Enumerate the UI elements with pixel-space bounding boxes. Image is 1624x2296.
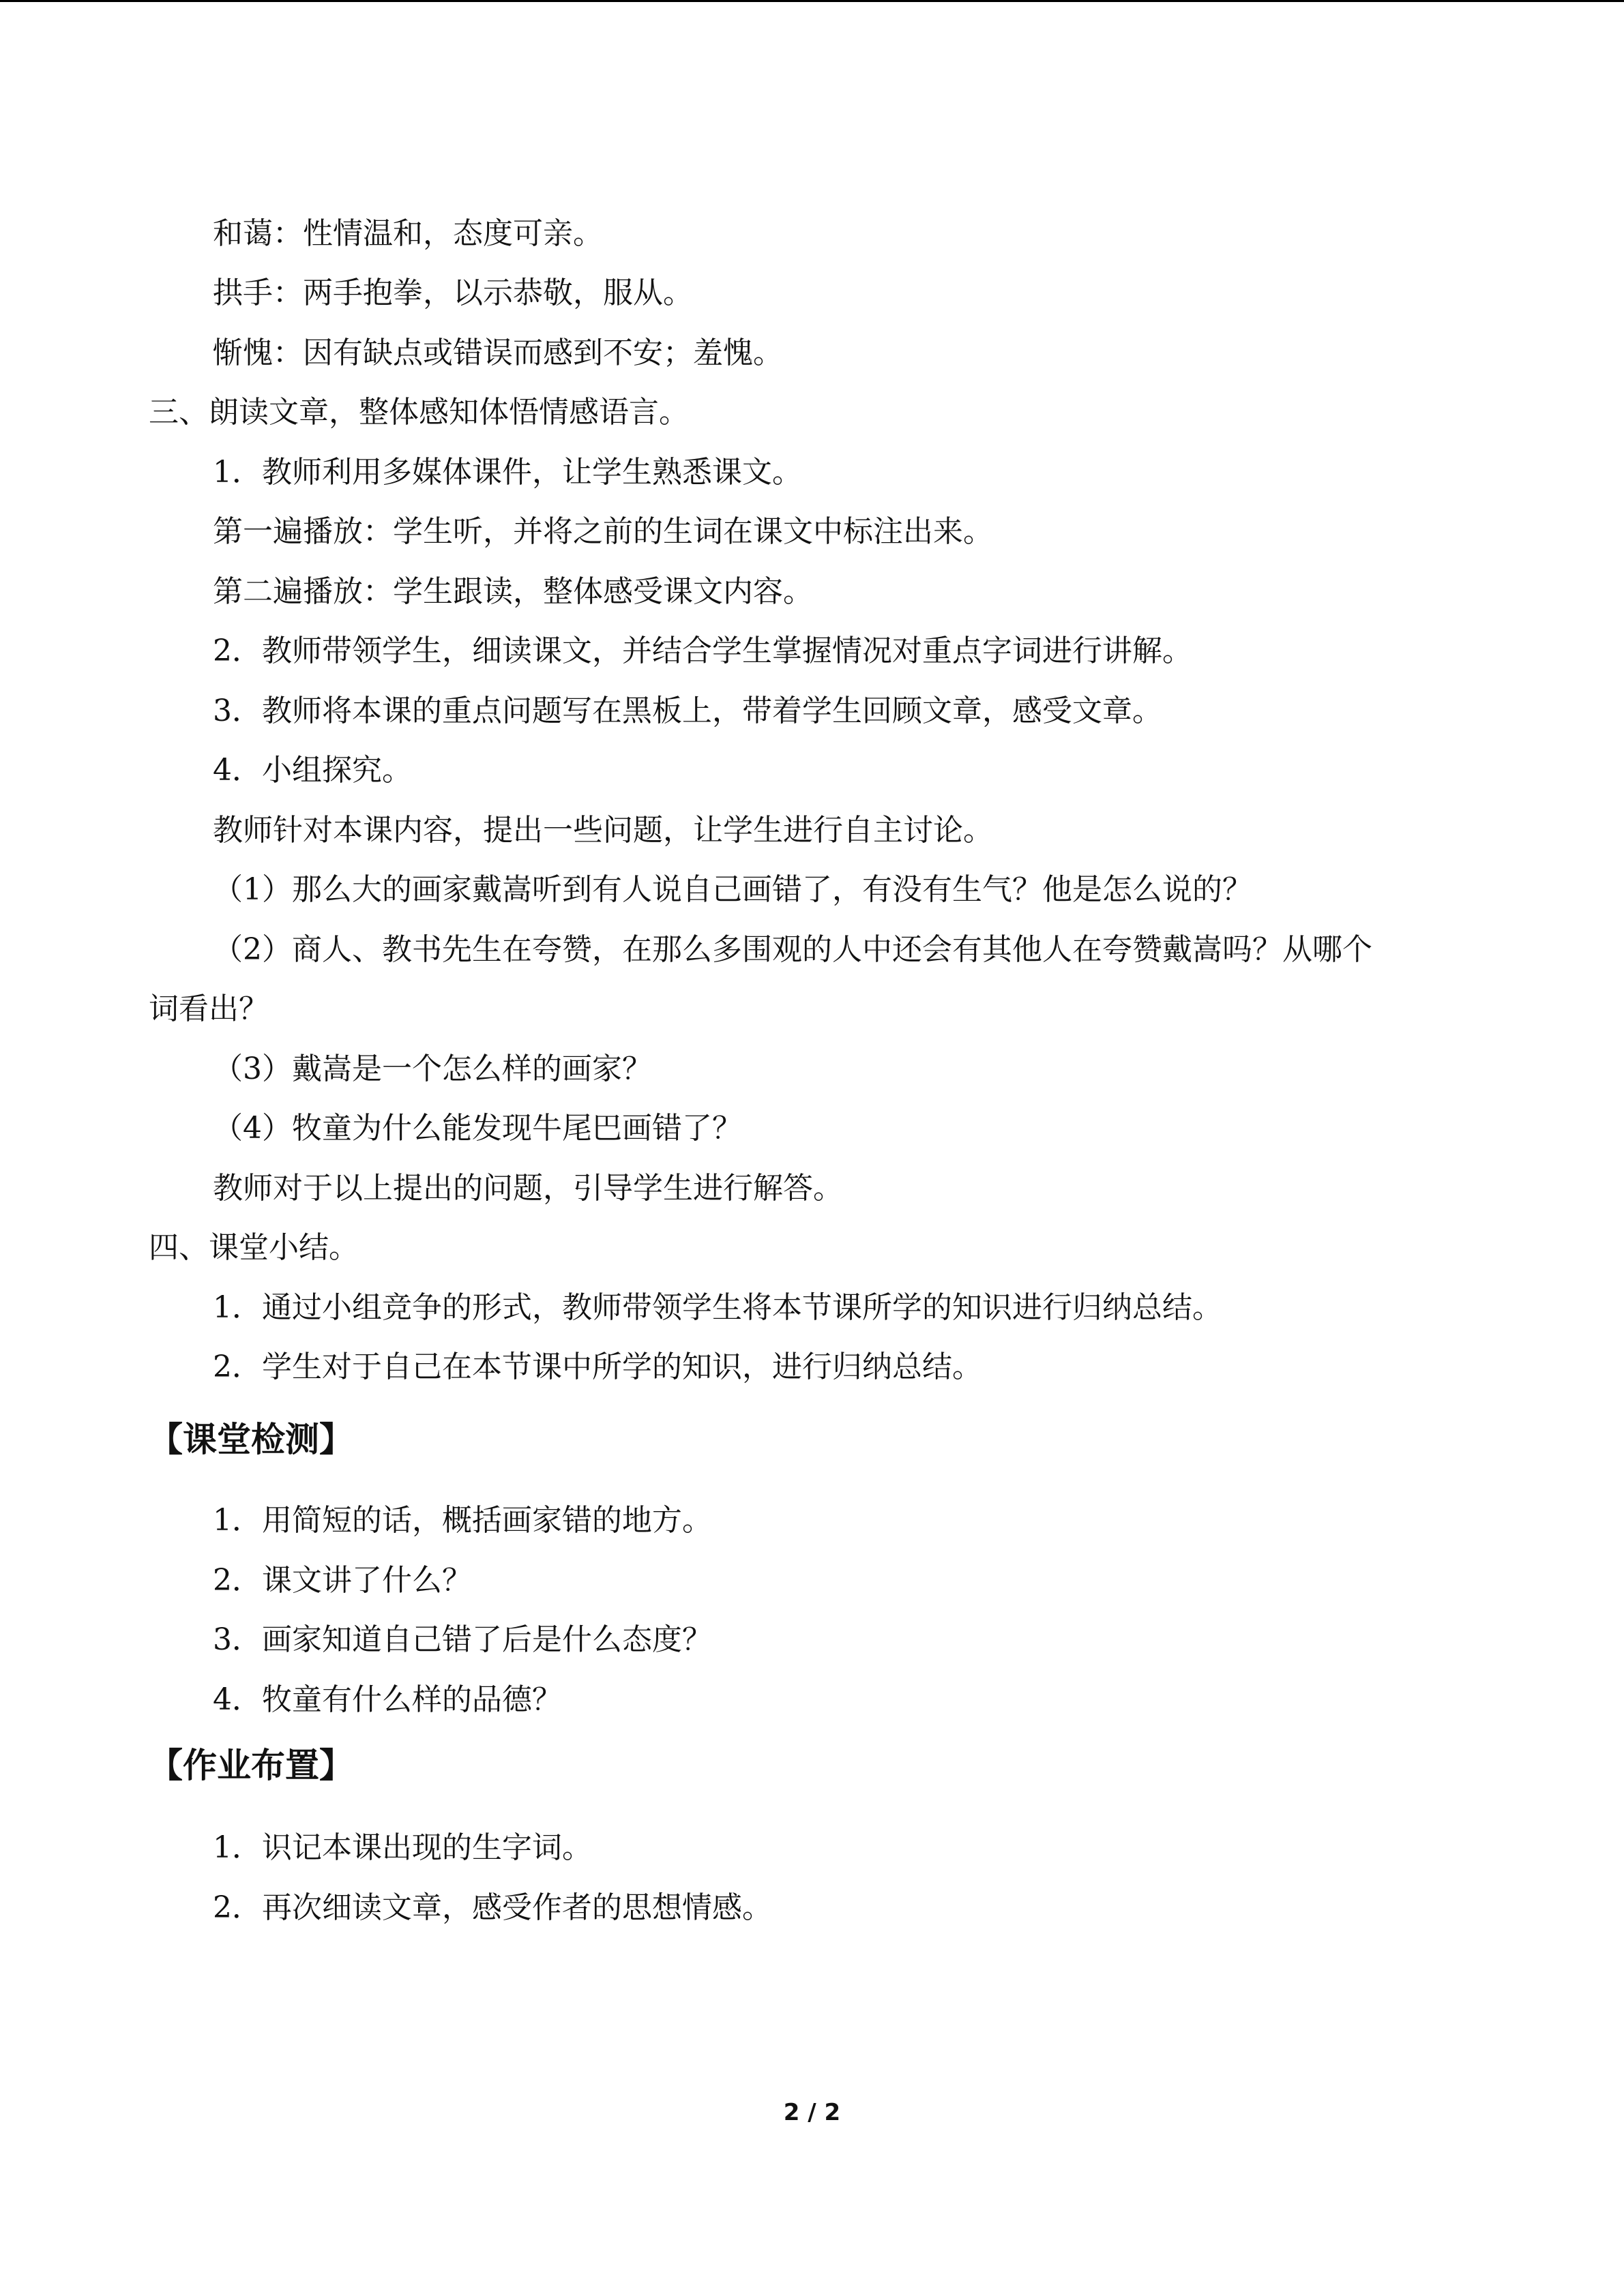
homework-item-1: 1．识记本课出现的生字词。 xyxy=(213,1830,592,1865)
question-1: （1）那么大的画家戴嵩听到有人说自己画错了，有没有生气？他是怎么说的？ xyxy=(213,872,1252,907)
question-2-continuation: 词看出？ xyxy=(149,992,269,1026)
test-item-4: 4．牧童有什么样的品德？ xyxy=(213,1682,562,1717)
homework-heading: 【作业布置】 xyxy=(149,1746,353,1785)
question-4: （4）牧童为什么能发现牛尾巴画错了？ xyxy=(213,1111,742,1146)
step-three-item-2: 2．教师带领学生，细读课文，并结合学生掌握情况对重点字词进行讲解。 xyxy=(213,633,1192,668)
step-three-item-1: 1．教师利用多媒体课件，让学生熟悉课文。 xyxy=(213,455,802,490)
question-3: （3）戴嵩是一个怎么样的画家？ xyxy=(213,1052,652,1086)
homework-item-2: 2．再次细读文章，感受作者的思想情感。 xyxy=(213,1890,772,1925)
second-playback-line: 第二遍播放：学生跟读，整体感受课文内容。 xyxy=(213,574,813,609)
step-four-item-2: 2．学生对于自己在本节课中所学的知识，进行归纳总结。 xyxy=(213,1350,982,1384)
step-three-heading: 三、朗读文章，整体感知体悟情感语言。 xyxy=(149,395,689,430)
teacher-guidance-line: 教师对于以上提出的问题，引导学生进行解答。 xyxy=(213,1171,843,1206)
test-item-3: 3．画家知道自己错了后是什么态度？ xyxy=(213,1622,712,1657)
page-number: 2 / 2 xyxy=(783,2099,841,2126)
definition-hegai: 和蔼：性情温和，态度可亲。 xyxy=(213,216,603,251)
first-playback-line: 第一遍播放：学生听，并将之前的生词在课文中标注出来。 xyxy=(213,514,993,549)
step-three-item-4: 4．小组探究。 xyxy=(213,753,412,788)
discussion-intro: 教师针对本课内容，提出一些问题，让学生进行自主讨论。 xyxy=(213,813,993,848)
classroom-test-heading: 【课堂检测】 xyxy=(149,1420,353,1459)
definition-cankui: 惭愧：因有缺点或错误而感到不安；羞愧。 xyxy=(213,336,783,370)
test-item-1: 1．用简短的话，概括画家错的地方。 xyxy=(213,1503,712,1538)
test-item-2: 2．课文讲了什么？ xyxy=(213,1563,472,1598)
question-2: （2）商人、教书先生在夸赞，在那么多围观的人中还会有其他人在夸赞戴嵩吗？从哪个 xyxy=(213,932,1372,967)
step-four-heading: 四、课堂小结。 xyxy=(149,1230,359,1265)
definition-gongshou: 拱手：两手抱拳，以示恭敬，服从。 xyxy=(213,275,693,310)
step-four-item-1: 1．通过小组竞争的形式，教师带领学生将本节课所学的知识进行归纳总结。 xyxy=(213,1290,1222,1325)
step-three-item-3: 3．教师将本课的重点问题写在黑板上，带着学生回顾文章，感受文章。 xyxy=(213,694,1162,728)
